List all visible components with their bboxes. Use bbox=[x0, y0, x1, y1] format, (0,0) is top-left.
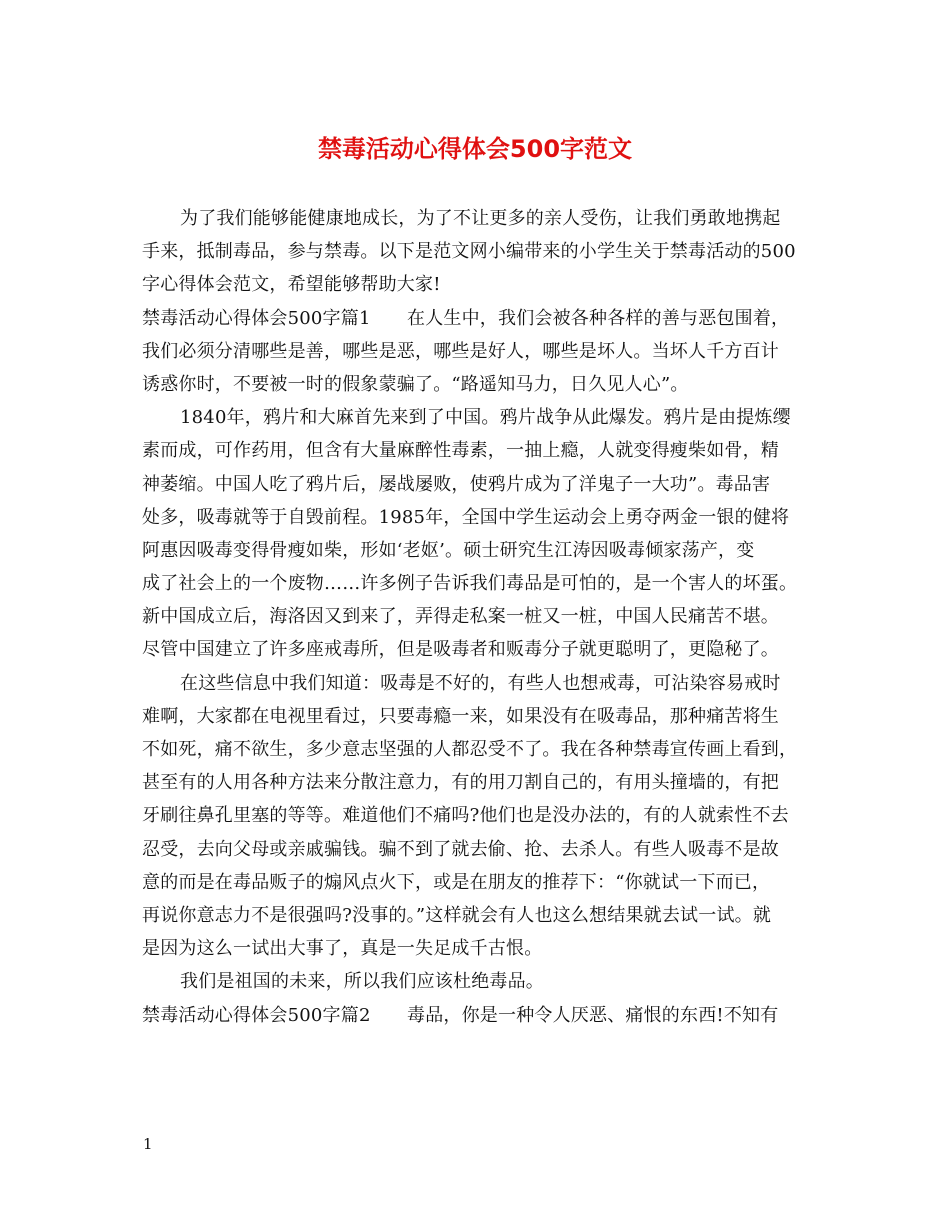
text-line: 为了我们能够能健康地成长，为了不让更多的亲人受伤，让我们勇敢地携起 bbox=[180, 208, 781, 229]
text-line: 尽管中国建立了许多座戒毒所，但是吸毒者和贩毒分子就更聪明了，更隐秘了。 bbox=[142, 639, 779, 661]
text-line: 诱惑你时，不要被一时的假象蒙骗了。“路遥知马力，日久见人心”。 bbox=[142, 373, 689, 395]
text-line: 素而成，可作药用，但含有大量麻醉性毒素，一抽上瘾，人就变得瘦柴如骨，精 bbox=[142, 440, 779, 462]
text-line: 我们必须分清哪些是善，哪些是恶，哪些是好人，哪些是坏人。当坏人千方百计 bbox=[142, 340, 779, 362]
text-line: 我们是祖国的未来，所以我们应该杜绝毒品。 bbox=[180, 971, 544, 993]
document-title: 禁毒活动心得体会500字范文 bbox=[317, 135, 633, 163]
text-line: 禁毒活动心得体会500字篇1 在人生中，我们会被各种各样的善与恶包围着， bbox=[142, 307, 790, 329]
text-line: 成了社会上的一个废物……许多例子告诉我们毒品是可怕的，是一个害人的坏蛋。 bbox=[142, 573, 798, 595]
text-line: 难啊，大家都在电视里看过，只要毒瘾一来，如果没有在吸毒品，那种痛苦将生 bbox=[142, 705, 779, 727]
text-line: 禁毒活动心得体会500字篇2 毒品，你是一种令人厌恶、痛恨的东西!不知有 bbox=[142, 1004, 779, 1026]
text-line: 阿惠因吸毒变得骨瘦如柴，形如‘老妪’。硕士研究生江涛因吸毒倾家荡产，变 bbox=[142, 539, 755, 561]
text-line: 是因为这么一试出大事了，真是一失足成千古恨。 bbox=[142, 938, 543, 960]
text-line: 处多，吸毒就等于自毁前程。1985年，全国中学生运动会上勇夺两金一银的健将 bbox=[142, 506, 790, 528]
text-line: 1840年，鸦片和大麻首先来到了中国。鸦片战争从此爆发。鸦片是由提炼缨 bbox=[180, 407, 791, 429]
text-line: 再说你意志力不是很强吗?没事的。”这样就会有人也这么想结果就去试一试。就 bbox=[142, 904, 772, 926]
document-body bbox=[142, 202, 822, 1032]
text-line: 不如死，痛不欲生，多少意志坚强的人都忍受不了。我在各种禁毒宣传画上看到， bbox=[142, 739, 798, 760]
page-number: 1 bbox=[143, 1135, 153, 1153]
text-line: 忍受，去向父母或亲戚骗钱。骗不到了就去偷、抢、去杀人。有些人吸毒不是故 bbox=[142, 838, 779, 860]
text-line: 神萎缩。中国人吃了鸦片后，屡战屡败，使鸦片成为了洋鬼子一大功”。毒品害 bbox=[142, 473, 771, 495]
text-line: 意的而是在毒品贩子的煽风点火下，或是在朋友的推荐下：“你就试一下而已， bbox=[142, 871, 771, 893]
text-line: 在这些信息中我们知道：吸毒是不好的，有些人也想戒毒，可沾染容易戒时 bbox=[180, 672, 781, 694]
text-line: 甚至有的人用各种方法来分散注意力，有的用刀割自己的，有用头撞墙的，有把 bbox=[142, 772, 779, 794]
text-line: 字心得体会范文，希望能够帮助大家! bbox=[142, 274, 441, 296]
text-line: 手来，抵制毒品，参与禁毒。以下是范文网小编带来的小学生关于禁毒活动的500 bbox=[142, 241, 796, 263]
text-line: 牙刷往鼻孔里塞的等等。难道他们不痛吗?他们也是没办法的，有的人就索性不去 bbox=[142, 805, 789, 827]
text-line: 新中国成立后，海洛因又到来了，弄得走私案一桩又一桩，中国人民痛苦不堪。 bbox=[142, 606, 779, 628]
